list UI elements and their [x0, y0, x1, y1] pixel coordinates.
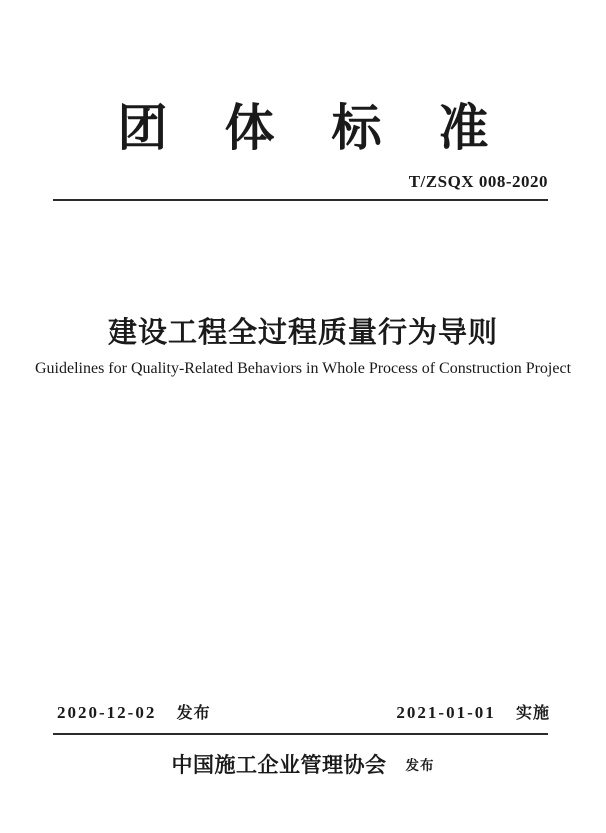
issue-label: 发布 [176, 705, 211, 722]
doc-type-char-2: 体 [224, 100, 275, 156]
issue-date-group [57, 701, 211, 726]
doc-type-title [0, 96, 606, 160]
implement-date-group [396, 701, 550, 726]
issue-date: 2020-12-02 [57, 703, 157, 722]
publisher-action-label: 发布 [405, 758, 435, 773]
footer-rule [53, 733, 548, 735]
publisher-row [0, 750, 606, 780]
header-rule [53, 199, 548, 201]
publisher-name: 中国施工企业管理协会 [171, 753, 387, 777]
english-title: Guidelines for Quality-Related Behaviors in Whole Process of Construction Project [34, 360, 572, 377]
implement-label: 实施 [515, 705, 550, 722]
standard-code: T/ZSQX 008-2020 [408, 172, 548, 191]
implement-date: 2021-01-01 [396, 703, 496, 722]
doc-type-char-3: 标 [331, 100, 382, 156]
main-title: 建设工程全过程质量行为导则 [107, 317, 498, 349]
footer-dates [57, 701, 550, 726]
doc-type-char-1: 团 [117, 100, 168, 156]
doc-type-char-4: 准 [438, 100, 489, 156]
